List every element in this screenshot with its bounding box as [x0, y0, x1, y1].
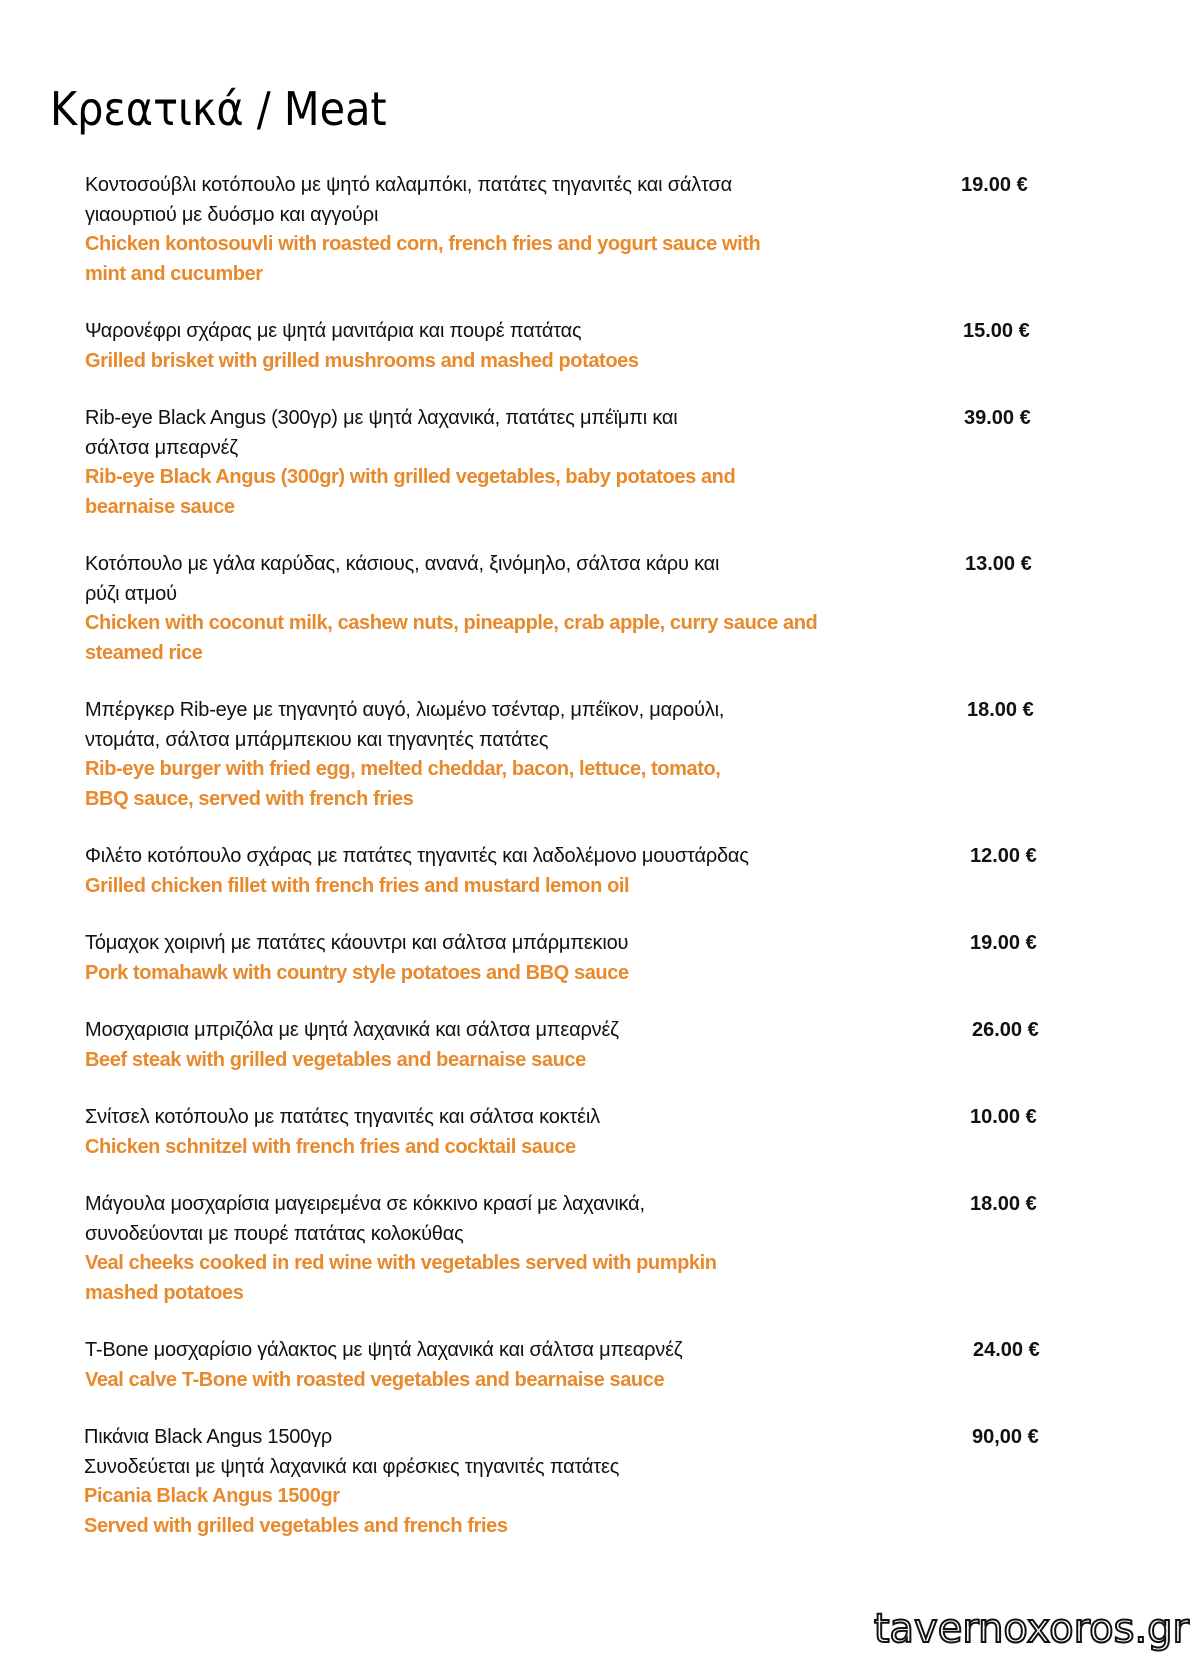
menu-item: [85, 1103, 1135, 1162]
menu-item: [85, 1016, 1135, 1075]
menu-item-description: [85, 842, 985, 901]
dish-name-english: Chicken schnitzel with french fries and cocktail sauce: [85, 1135, 576, 1158]
dish-name-greek: Κοτόπουλο με γάλα καρύδας, κάσιους, ανανά, ξινόμηλο, σάλτσα κάρυ και: [85, 553, 720, 575]
menu-item: [85, 317, 1135, 376]
dish-name-greek: Μάγουλα μοσχαρίσια μαγειρεμένα σε κόκκινο κρασί με λαχανικά,: [85, 1193, 645, 1215]
dish-name-english: Grilled chicken fillet with french fries and mustard lemon oil: [85, 874, 630, 897]
dish-name-greek: T-Bone μοσχαρίσιο γάλακτος με ψητά λαχανικά και σάλτσα μπεαρνέζ: [85, 1339, 683, 1361]
dish-name-greek: Μοσχαρισια μπριζόλα με ψητά λαχανικά και σάλτσα μπεαρνέζ: [85, 1019, 619, 1041]
menu-item-description: [85, 929, 985, 988]
dish-name-greek: σάλτσα μπεαρνέζ: [85, 436, 238, 459]
menu-item-description: [85, 696, 985, 814]
dish-name-english: Veal cheeks cooked in red wine with vegetables served with pumpkin: [85, 1252, 717, 1274]
dish-name-english: Rib-eye burger with fried egg, melted cheddar, bacon, lettuce, tomato,: [85, 758, 721, 780]
menu-item: [84, 1423, 1135, 1541]
dish-price: 19.00 €: [970, 932, 1037, 954]
menu-item-description: [85, 1190, 985, 1308]
menu-item: [85, 842, 1135, 901]
menu-item-description: [85, 404, 985, 522]
dish-name-greek: Κοντοσούβλι κοτόπουλο με ψητό καλαμπόκι, πατάτες τηγανιτές και σάλτσα: [85, 174, 732, 196]
dish-name-greek: συνοδεύονται με πουρέ πατάτας κολοκύθας: [85, 1222, 464, 1245]
dish-name-greek: Τόμαχοκ χοιρινή με πατάτες κάουντρι και σάλτσα μπάρμπεκιου: [85, 932, 629, 954]
dish-name-english: Rib-eye Black Angus (300gr) with grilled vegetables, baby potatoes and: [85, 466, 736, 488]
menu-item-description: [85, 1103, 985, 1162]
dish-price: 13.00 €: [965, 553, 1032, 575]
dish-name-english: Chicken with coconut milk, cashew nuts, pineapple, crab apple, curry sauce and: [85, 612, 818, 634]
menu-item-description: [85, 317, 985, 376]
page-title: Κρεατικά / Meat: [50, 82, 387, 136]
dish-name-english: Grilled brisket with grilled mushrooms and mashed potatoes: [85, 349, 639, 372]
dish-price: 26.00 €: [972, 1019, 1039, 1041]
menu-item-description: [85, 1016, 985, 1075]
menu-item-description: [84, 1423, 984, 1541]
dish-name-greek: Μπέργκερ Rib-eye με τηγανητό αυγό, λιωμένο τσένταρ, μπέϊκον, μαρούλι,: [85, 699, 725, 721]
dish-price: 18.00 €: [970, 1193, 1037, 1215]
dish-name-greek: Ψαρονέφρι σχάρας με ψητά μανιτάρια και πουρέ πατάτας: [85, 320, 582, 342]
menu-item: [85, 696, 1135, 814]
dish-name-english: Pork tomahawk with country style potatoes and BBQ sauce: [85, 961, 629, 984]
menu-item-description: [85, 171, 985, 289]
dish-name-greek: Συνοδεύεται με ψητά λαχανικά και φρέσκιες τηγανιτές πατάτες: [84, 1455, 620, 1478]
dish-price: 19.00 €: [961, 174, 1028, 196]
menu-item: [85, 404, 1135, 522]
menu-item: [85, 929, 1135, 988]
menu-item: [85, 550, 1135, 668]
dish-name-english: steamed rice: [85, 641, 203, 664]
dish-name-greek: Πικάνια Black Angus 1500γρ: [84, 1426, 333, 1448]
dish-name-english: Served with grilled vegetables and french fries: [84, 1514, 508, 1537]
menu-item-description: [85, 550, 985, 668]
dish-name-english: Picania Black Angus 1500gr: [84, 1485, 340, 1507]
dish-name-english: mashed potatoes: [85, 1281, 244, 1304]
dish-name-english: Chicken kontosouvli with roasted corn, french fries and yogurt sauce with: [85, 233, 761, 255]
dish-price: 39.00 €: [964, 407, 1031, 429]
dish-name-greek: Φιλέτο κοτόπουλο σχάρας με πατάτες τηγανιτές και λαδολέμονο μουστάρδας: [85, 845, 749, 867]
dish-name-english: bearnaise sauce: [85, 495, 235, 518]
dish-name-greek: γιαουρτιού με δυόσμο και αγγούρι: [85, 203, 379, 226]
dish-name-english: Veal calve T-Bone with roasted vegetables and bearnaise sauce: [85, 1368, 665, 1391]
menu-item: [85, 1190, 1135, 1308]
dish-name-english: mint and cucumber: [85, 262, 263, 285]
dish-name-greek: ντομάτα, σάλτσα μπάρμπεκιου και τηγανητές πατάτες: [85, 728, 549, 751]
watermark: tavernoxoros.gr: [873, 1606, 1189, 1652]
dish-price: 15.00 €: [963, 320, 1030, 342]
dish-price: 10.00 €: [970, 1106, 1037, 1128]
dish-price: 90,00 €: [972, 1426, 1039, 1448]
menu-item-description: [85, 1336, 985, 1395]
menu-list: [85, 171, 1135, 1569]
dish-name-greek: Rib-eye Black Angus (300γρ) με ψητά λαχανικά, πατάτες μπέϊμπι και: [85, 407, 678, 429]
dish-price: 12.00 €: [970, 845, 1037, 867]
menu-item: [85, 1336, 1135, 1395]
dish-name-greek: ρύζι ατμού: [85, 582, 177, 605]
menu-item: [85, 171, 1135, 289]
dish-price: 18.00 €: [967, 699, 1034, 721]
dish-name-english: Beef steak with grilled vegetables and bearnaise sauce: [85, 1048, 586, 1071]
dish-name-greek: Σνίτσελ κοτόπουλο με πατάτες τηγανιτές και σάλτσα κοκτέιλ: [85, 1106, 600, 1128]
dish-price: 24.00 €: [973, 1339, 1040, 1361]
dish-name-english: BBQ sauce, served with french fries: [85, 787, 414, 810]
